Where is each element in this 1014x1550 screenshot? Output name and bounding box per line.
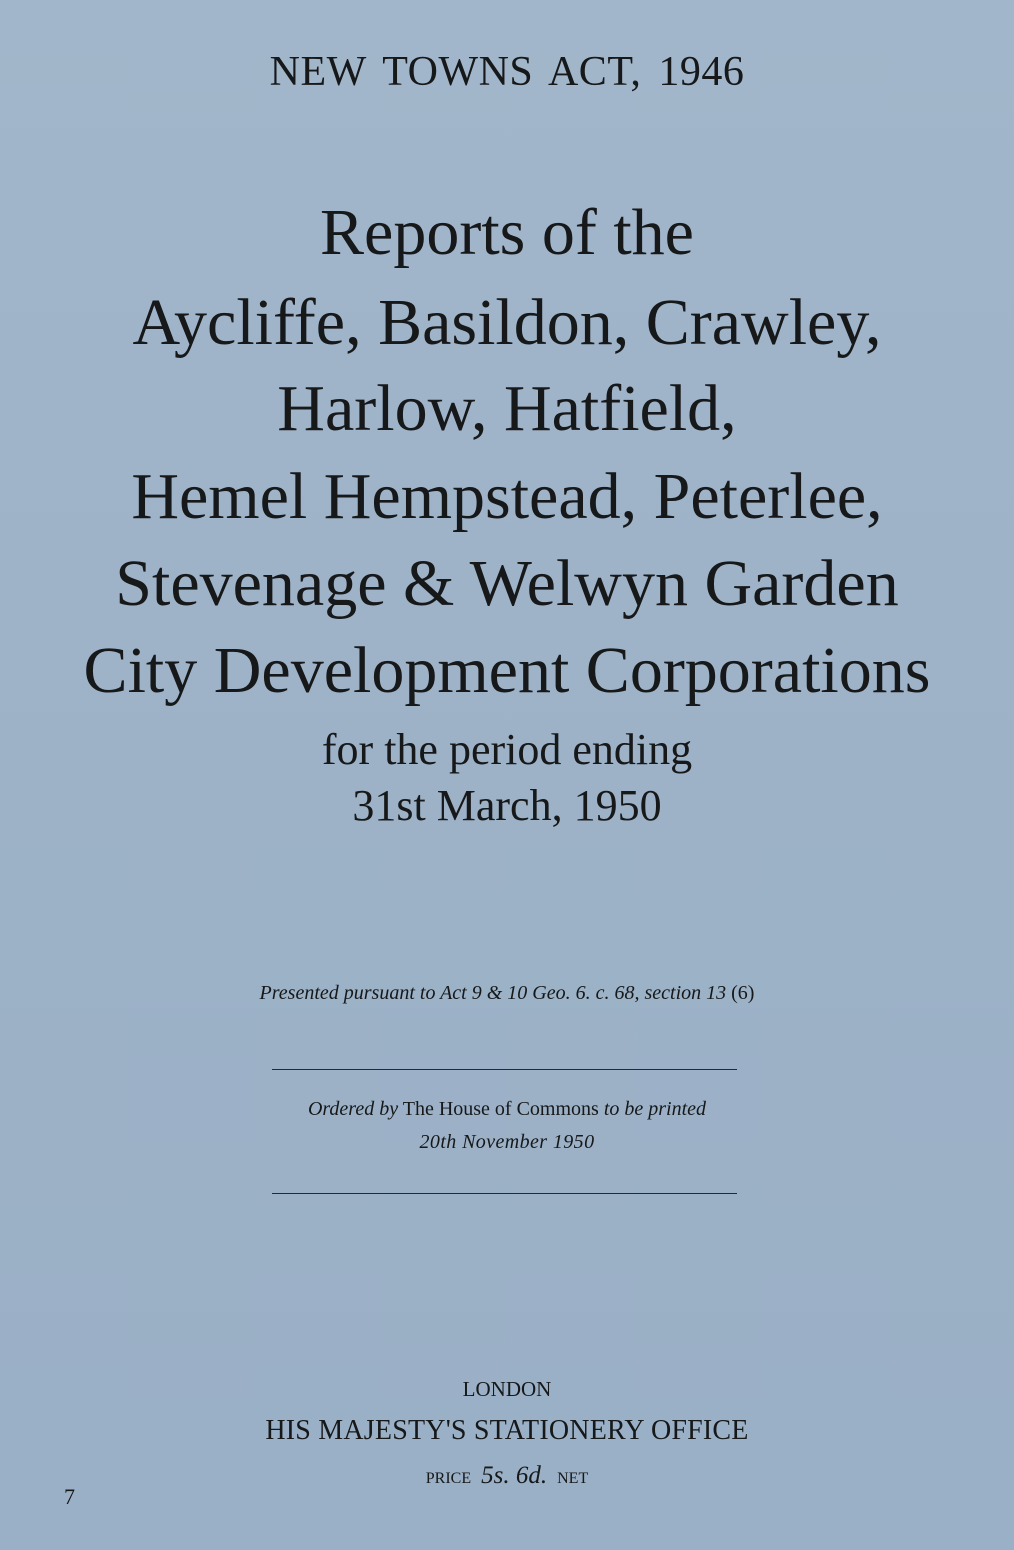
presented-statement [0, 982, 1014, 1005]
ordered-statement [0, 1098, 1014, 1121]
divider-rule-top [272, 1069, 737, 1070]
report-title-line-4: Hemel Hempstead, Peterlee, [131, 460, 883, 533]
imprint-city: LONDON [462, 1377, 552, 1401]
ordered-prefix: Ordered by [307, 1098, 399, 1120]
divider-rule-bottom [272, 1193, 737, 1194]
presented-text: Presented pursuant to Act 9 & 10 Geo. 6. c. 68, section 13 [259, 982, 727, 1004]
page-number: 7 [64, 1484, 75, 1509]
period-line-2: 31st March, 1950 [352, 781, 662, 830]
ordered-suffix: to be printed [603, 1098, 707, 1120]
report-title-line-6: City Development Corporations [83, 634, 931, 707]
report-title-line-2: Aycliffe, Basildon, Crawley, [132, 286, 882, 359]
price-amount: 5s. 6d. [481, 1462, 548, 1489]
price-label: PRICE [425, 1470, 472, 1487]
period-line-1: for the period ending [321, 725, 693, 774]
imprint-publisher: HIS MAJESTY'S STATIONERY OFFICE [265, 1415, 749, 1446]
ordered-body: The House of Commons [402, 1098, 599, 1120]
price-line [0, 1462, 1014, 1490]
report-title-line-5: Stevenage & Welwyn Garden [115, 547, 899, 620]
report-title-line-1: Reports of the [320, 196, 694, 269]
act-title: NEW TOWNS ACT, 1946 [269, 49, 745, 95]
price-suffix: NET [557, 1470, 589, 1487]
report-title-line-3: Harlow, Hatfield, [277, 372, 737, 445]
ordered-date: 20th November 1950 [419, 1131, 595, 1153]
presented-subsection: (6) [731, 982, 755, 1004]
